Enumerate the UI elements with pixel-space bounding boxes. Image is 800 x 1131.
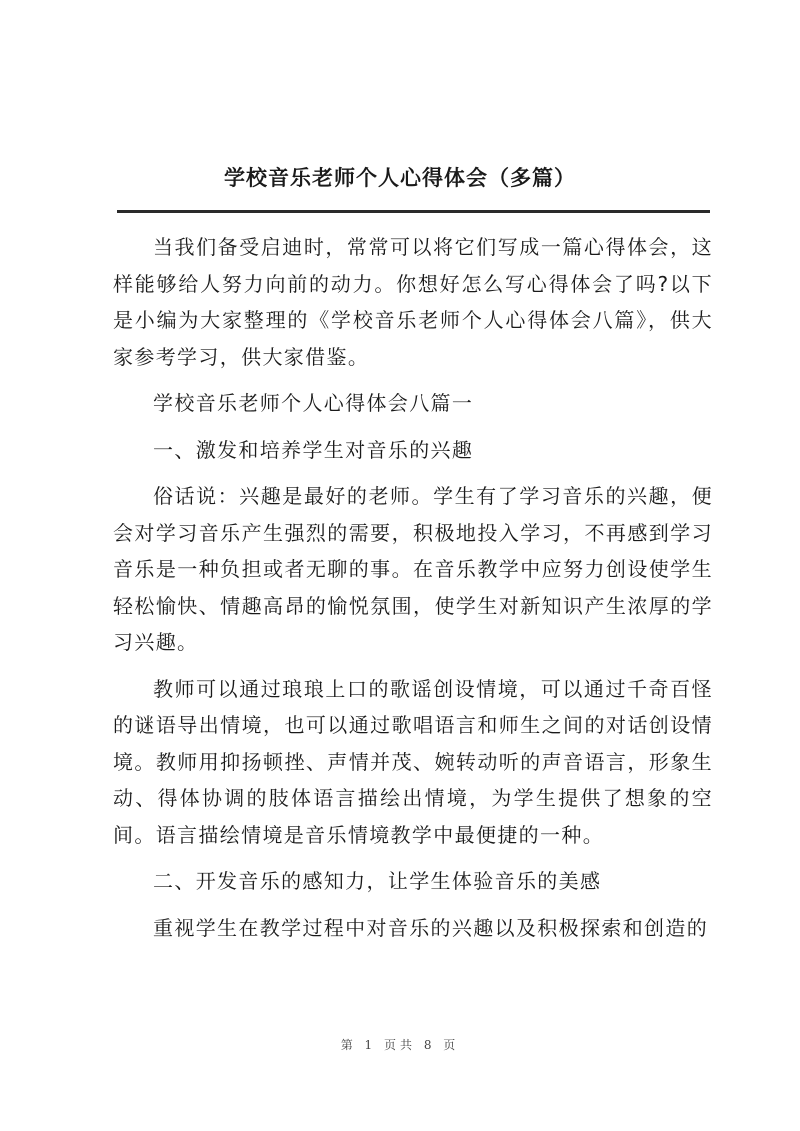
section-heading: 学校音乐老师个人心得体会八篇一 — [153, 391, 474, 415]
page-number-footer: 第 1 页共 8 页 — [340, 1038, 460, 1052]
document-title: 学校音乐老师个人心得体会（多篇） — [224, 165, 576, 190]
subheading-two: 二、开发音乐的感知力，让学生体验音乐的美感 — [153, 869, 602, 893]
paragraph-continued: 重视学生在教学过程中对音乐的兴趣以及积极探索和创造的 — [153, 915, 709, 940]
title-divider — [117, 210, 710, 213]
paragraph-interest: 俗话说：兴趣是最好的老师。学生有了学习音乐的兴趣，便会对学习音乐产生强烈的需要，积极地投入学习，不再感到学习音乐是一种负担或者无聊的事。在音乐教学中应努力创设使学生轻松愉快、情趣高昂的愉悦氛围，使学生对新知识产生浓厚的学习兴趣。 — [113, 484, 713, 654]
document-body — [113, 229, 713, 956]
paragraph-context: 教师可以通过琅琅上口的歌谣创设情境，可以通过千奇百怪的谜语导出情境，也可以通过歌唱语言和师生之间的对话创设情境。教师用抑扬顿挫、声情并茂、婉转动听的声音语言，形象生动、得体协调的肢体语言描绘出情境，为学生提供了想象的空间。语言描绘情境是音乐情境教学中最便捷的一种。 — [113, 676, 713, 847]
paragraph-intro: 当我们备受启迪时，常常可以将它们写成一篇心得体会，这样能够给人努力向前的动力。你想好怎么写心得体会了吗?以下是小编为大家整理的《学校音乐老师个人心得体会八篇》，供大家参考学习，供大家借鉴。 — [113, 235, 713, 369]
subheading-one: 一、激发和培养学生对音乐的兴趣 — [153, 437, 474, 462]
